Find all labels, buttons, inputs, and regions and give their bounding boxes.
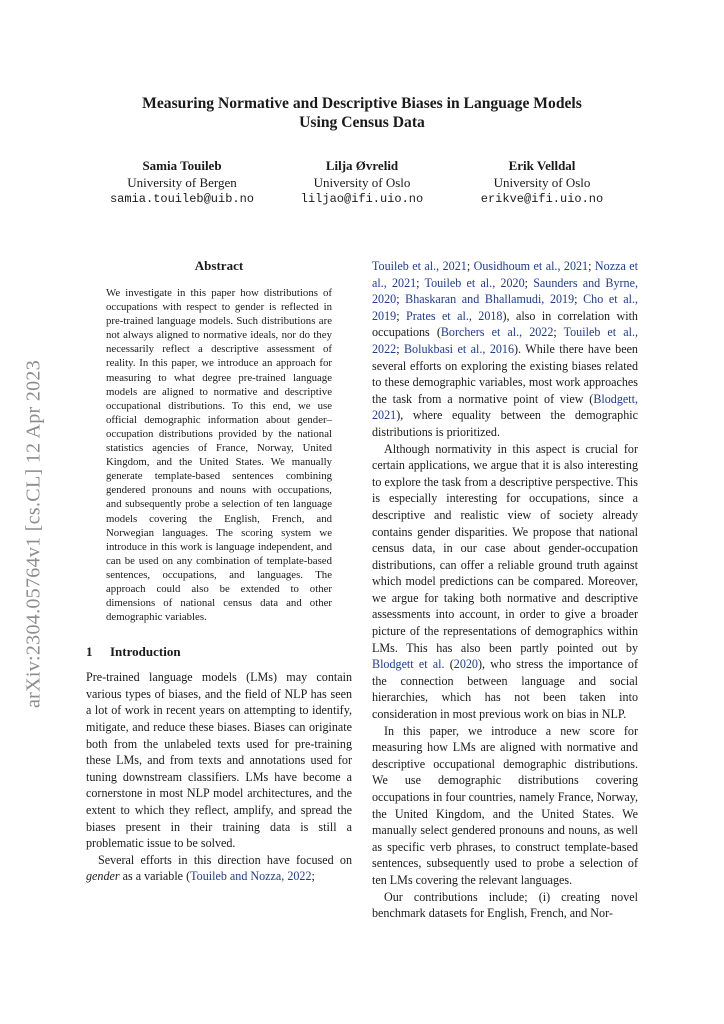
introduction-heading (86, 644, 352, 660)
right-paragraph-1 (372, 258, 638, 441)
citation-link[interactable]: 2020 (453, 657, 478, 672)
text-run: ), where equality between the demographic distributions is prioritized. (372, 408, 638, 439)
emphasis-text: gender (86, 869, 120, 884)
text-run: ), who stress the importance of the connection between language and social hierarchies, which has not been taken into consideration in most previous work on bias in NLP. (372, 657, 638, 722)
author-affiliation: University of Oslo (493, 174, 591, 190)
text-run: ; (396, 292, 406, 307)
citation-link[interactable]: Borchers et al., 2022 (440, 325, 554, 340)
text-run: ; (574, 292, 584, 307)
abstract-heading: Abstract (194, 258, 244, 273)
citation-link[interactable]: Touileb et al., 2021 (372, 259, 467, 273)
citation-link[interactable]: Bolukbasi et al., 2016 (403, 341, 515, 356)
text-run: ; (553, 325, 564, 340)
text-run: Several efforts in this direction have focused on (98, 852, 352, 867)
citation-link[interactable]: Nozza et al., 2021 (372, 259, 638, 290)
text-run: ; (466, 259, 474, 273)
right-paragraph-3: In this paper, we introduce a new score for measuring how LMs are aligned with normative and descriptive occupational demographic distributions. We use demographic distributions covering occupations in four countries, namely France, Norway, the United Kingdom, and the United States. We manually select gendered pronouns and nouns, as well as specific verb phrases, to construct template-based sentences, subsequently used to probe a selection of ten LMs covering the relevant languages. (372, 723, 638, 887)
text-run: Although normativity in this aspect is crucial for certain applications, we argue that it is also interesting to explore the task from a descriptive perspective. This is especially interesting for occupations, since a descriptive and realistic view of society already contains gender disparities. We propose that national census data, in our case about gender-occupation distributions, can offer a reliable ground truth against which model predictions can be compared. Moreover, we argue for taking both normative and descriptive assessments into account, in order to give a broader picture of the representations of demographics within LMs. This has also been partly pointed out by (372, 441, 638, 655)
author-affiliation: University of Oslo (313, 174, 411, 190)
author-email: samia.touileb@uib.no (109, 192, 255, 206)
author-3 (452, 158, 632, 208)
text-run: ( (444, 657, 454, 672)
text-run: ; (416, 275, 425, 290)
author-email: liljao@ifi.uio.no (300, 192, 424, 206)
arxiv-identifier-stamp (24, 320, 44, 748)
right-paragraph-2 (372, 441, 638, 723)
citation-link[interactable]: Prates et al., 2018 (405, 308, 503, 323)
intro-paragraph-1: Pre-trained language models (LMs) may contain various types of biases, and the field of NLP has seen a lot of work in recent years on attempting to identify, mitigate, and reduce these biases. Biases can originate both from the unlabeled texts used for pre-training these LMs, and from texts and annotations used for tuning downstream classifiers. LMs have become a cornerstone in most NLP model architectures, and the extent to which they reflect, amplify, and spread the biases present in their training data is still a problematic issue to be solved. (86, 670, 352, 851)
text-run: ), also in correlation with occupations ( (372, 308, 638, 340)
citation-link[interactable]: Touileb et al., 2020 (424, 275, 525, 290)
author-email: erikve@ifi.uio.no (480, 192, 604, 206)
citation-link[interactable]: Touileb and Nozza, 2022 (190, 869, 312, 884)
citation-link[interactable]: Ousidhoum et al., 2021 (473, 259, 589, 273)
author-1 (92, 158, 272, 208)
text-run: ; (524, 275, 534, 290)
left-column (86, 258, 352, 885)
text-run: ). While there have been several efforts on exploring the existing biases related to these demographic variables, most work approaches the task from a normative point of view ( (372, 341, 638, 406)
paper-title (90, 94, 634, 132)
author-name: Samia Touileb (142, 158, 222, 173)
section-number: 1 (86, 644, 93, 660)
arxiv-identifier-text: arXiv:2304.05764v1 [cs.CL] 12 Apr 2023 (22, 359, 45, 709)
author-2 (272, 158, 452, 208)
right-paragraph-4: Our contributions include; (i) creating novel benchmark datasets for English, French, and Nor- (372, 889, 638, 921)
citation-link[interactable]: Touileb et al., 2022 (372, 325, 638, 356)
author-block (92, 158, 632, 208)
intro-paragraph-2 (86, 852, 352, 885)
author-affiliation: University of Bergen (127, 174, 237, 190)
text-run: ; (396, 341, 404, 356)
right-column (372, 258, 638, 922)
section-title: Introduction (110, 644, 181, 660)
text-run: as a variable ( (119, 869, 191, 884)
abstract-text: We investigate in this paper how distributions of occupations with respect to gender is reflected in pre-trained language models. Such distributions are not always aligned to normative ideals, nor do they necessarily reflect a descriptive assessment of reality. In this paper, we introduce an approach for measuring to what degree pre-trained language models are aligned to normative and descriptive occupational distributions. To this end, we use official demographic information about gender–occupation distributions provided by the national statistics agencies of France, Norway, United Kingdom, and the United States. We manually generate template-based sentences combining gendered pronouns and nouns with occupations, and subsequently probe a selection of ten language models covering the English, French, and Norwegian languages. The scoring system we introduce in this work is language independent, and can be used on any combination of template-based sentences, occupations, and languages. The approach could also be extended to other dimensions of national census data and other demographic variables. (106, 287, 332, 624)
text-run: ; (311, 869, 315, 884)
text-run: ; (396, 308, 406, 323)
citation-link[interactable]: Bhaskaran and Bhallamudi, 2019 (405, 292, 575, 307)
author-name: Erik Velldal (508, 158, 576, 173)
citation-link[interactable]: Cho et al., 2019 (372, 292, 638, 323)
citation-link[interactable]: Blodgett, 2021 (372, 391, 638, 423)
citation-link[interactable]: Blodgett et al. (372, 657, 445, 672)
text-run: ; (588, 259, 595, 273)
title-line-1: Measuring Normative and Descriptive Biases in Language Models (142, 95, 582, 112)
citation-link[interactable]: Saunders and Byrne, 2020 (372, 275, 638, 307)
title-line-2: Using Census Data (299, 114, 425, 131)
author-name: Lilja Øvrelid (325, 158, 399, 173)
